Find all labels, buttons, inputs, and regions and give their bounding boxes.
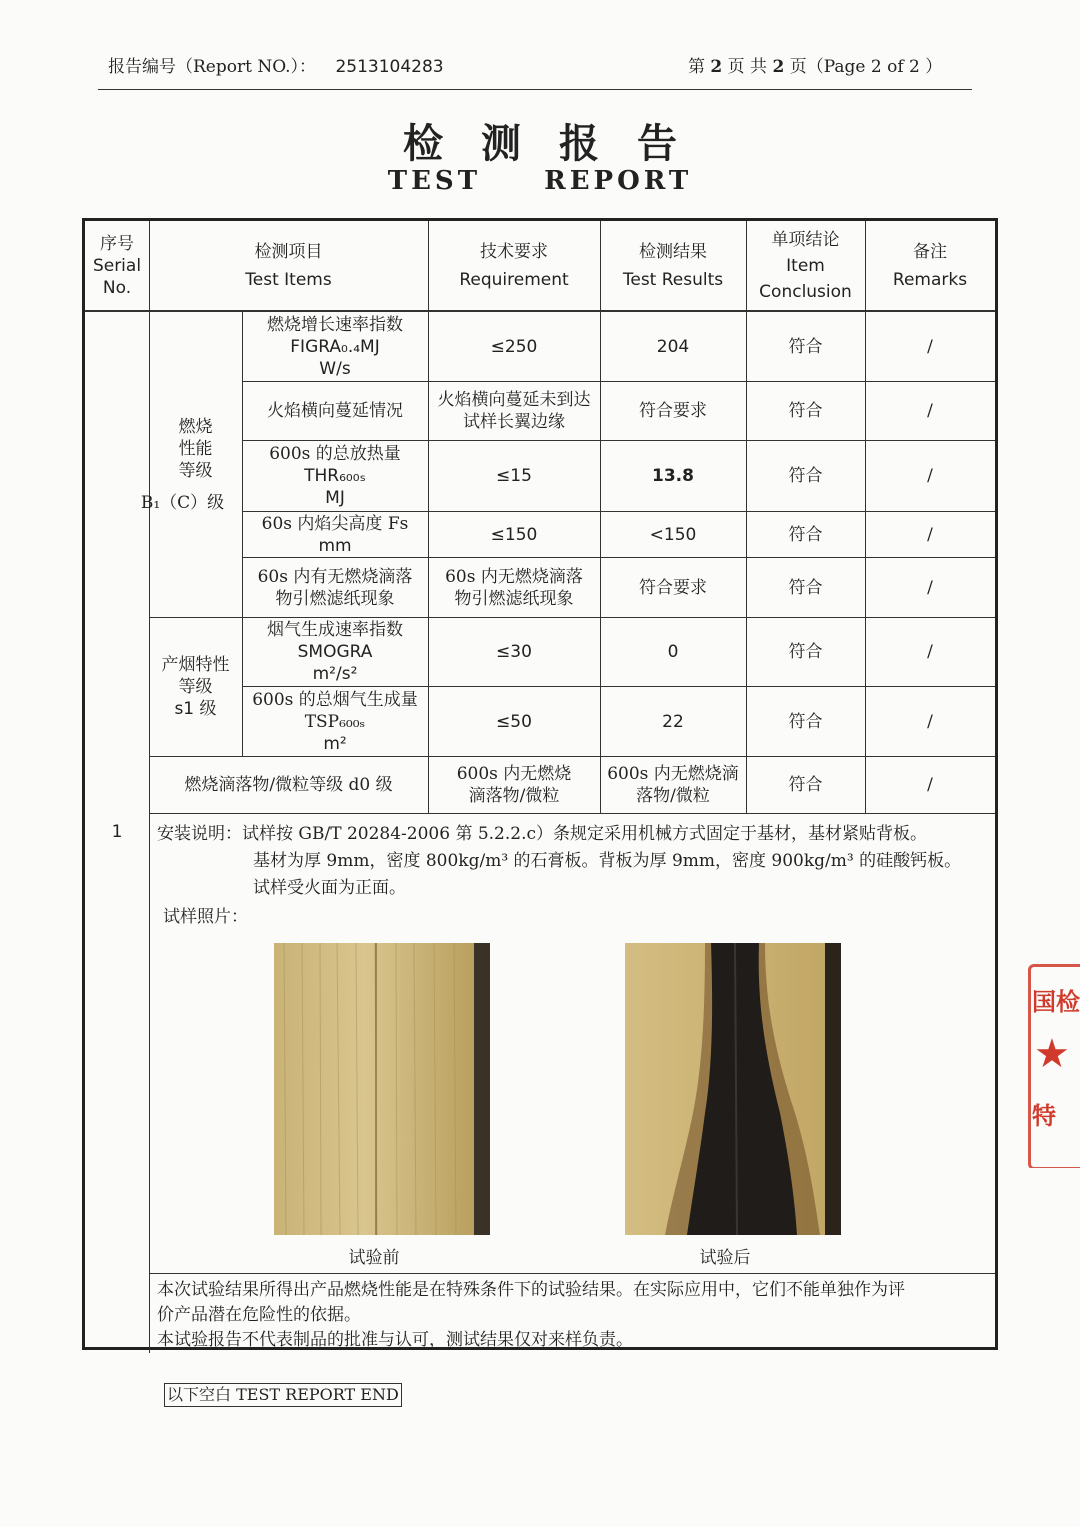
row1-conclusion: 符合 [788,336,823,357]
row2-result: 符合要求 [639,401,707,421]
row8-result: 600s 内无燃烧滴落物/微粒 [607,764,739,806]
row3-requirement: ≤15 [496,466,532,486]
sample-photo-before [274,943,490,1235]
row1-requirement: ≤250 [490,336,538,357]
row4-conclusion: 符合 [788,524,823,545]
row6-remark: / [927,642,933,662]
disclaimer-line-2: 价产品潜在危险性的依据。 [157,1305,361,1325]
page-total: 2 [772,57,785,77]
install-line-1: 安装说明：试样按 GB/T 20284-2006 第 5.2.2.c）条规定采用机械方式固定于基材，基材紧贴背板。 [157,824,928,844]
row8-conclusion: 符合 [788,775,823,795]
row5-item: 60s 内有无燃烧滴落物引燃滤纸现象 [257,566,413,609]
row6-result: 0 [667,642,679,662]
row1-item: 燃烧增长速率指数 FIGRA₀.₄MJ W/s [267,314,403,379]
row4-item: 60s 内焰尖高度 Fs mm [261,513,409,556]
report-number-line [108,52,444,77]
row3-result: 13.8 [652,466,694,486]
title-chinese: 检测报告 [403,120,715,167]
row2-item: 火焰横向蔓延情况 [267,401,403,421]
row4-remark: / [927,524,933,545]
star-icon: ★ [1034,1031,1070,1077]
stamp-text-bottom: 特 [1032,1101,1056,1130]
caption-after: 试验后 [699,1248,751,1268]
row1-result: 204 [656,336,690,357]
row5-requirement: 60s 内无燃烧滴落物引燃滤纸现象 [445,566,583,609]
row3-remark: / [927,466,933,486]
row8-remark: / [927,775,933,795]
row7-remark: / [927,711,933,732]
title-english: TEST REPORT [387,166,693,196]
col-header-conclusion: 单项结论 Item Conclusion [759,229,852,302]
report-no-label: 报告编号（Report NO.）： [108,57,317,77]
row4-result: <150 [649,524,697,545]
row5-conclusion: 符合 [788,577,823,598]
serial-number: 1 [111,822,123,842]
row6-item: 烟气生成速率指数 SMOGRA m²/s² [267,620,403,684]
group-smoke-production: 产烟特性 等级 s1 级 [161,655,230,719]
caption-before: 试验前 [348,1248,400,1268]
group-burning-performance: 燃烧 性能 等级 B₁（C）级 [140,416,225,513]
row6-requirement: ≤30 [496,642,532,662]
row5-remark: / [927,577,933,598]
row7-requirement: ≤50 [496,711,532,732]
page-label-3: 页（Page 2 of 2 ） [789,57,943,77]
disclaimer-line-1: 本次试验结果所得出产品燃烧性能是在特殊条件下的试验结果。在实际应用中，它们不能单独作为评 [157,1280,905,1300]
col-header-items: 检测项目 Test Items [245,241,332,290]
row8-item: 燃烧滴落物/微粒等级 d0 级 [184,775,393,795]
install-line-2: 基材为厚 9mm，密度 800kg/m³ 的石膏板。背板为厚 9mm，密度 900kg/m³ 的硅酸钙板。 [253,851,962,871]
page-label-2: 页 共 [727,57,768,77]
col-header-requirement: 技术要求 Requirement [459,241,569,290]
official-stamp [1026,964,1080,1168]
sample-photo-after [625,943,841,1235]
page-indicator [688,52,942,77]
col-header-serial: 序号 Serial No. [92,233,142,298]
page-label-1: 第 [688,57,705,77]
install-line-3: 试样受火面为正面。 [253,878,406,898]
row6-conclusion: 符合 [788,642,823,662]
photo-label: 试样照片： [163,907,248,927]
header-rule [98,89,972,90]
row2-requirement: 火焰横向蔓延未到达试样长翼边缘 [437,390,591,432]
row2-conclusion: 符合 [788,401,823,421]
row7-result: 22 [662,711,684,732]
page-number: 2 [710,57,723,77]
row7-item: 600s 的总烟气生成量 TSP₆₀₀ₛ m² [252,689,418,754]
disclaimer-line-3: 本试验报告不代表制品的批准与认可，测试结果仅对来样负责。 [157,1330,633,1350]
row3-item: 600s 的总放热量 THR₆₀₀ₛ MJ [269,444,401,508]
col-header-remarks: 备注 Remarks [892,241,968,290]
row4-requirement: ≤150 [490,524,538,545]
row3-conclusion: 符合 [788,466,823,486]
row1-remark: / [927,336,933,357]
test-results-table [82,218,998,1350]
col-header-results: 检测结果 Test Results [622,241,724,290]
row7-conclusion: 符合 [788,711,823,732]
stamp-text-top: 国检 [1032,987,1080,1016]
report-end-mark: 以下空白 TEST REPORT END [164,1383,402,1407]
row8-requirement: 600s 内无燃烧滴落物/微粒 [456,764,572,806]
row2-remark: / [927,401,933,421]
row5-result: 符合要求 [639,577,707,598]
report-no-value: 2513104283 [335,57,444,77]
